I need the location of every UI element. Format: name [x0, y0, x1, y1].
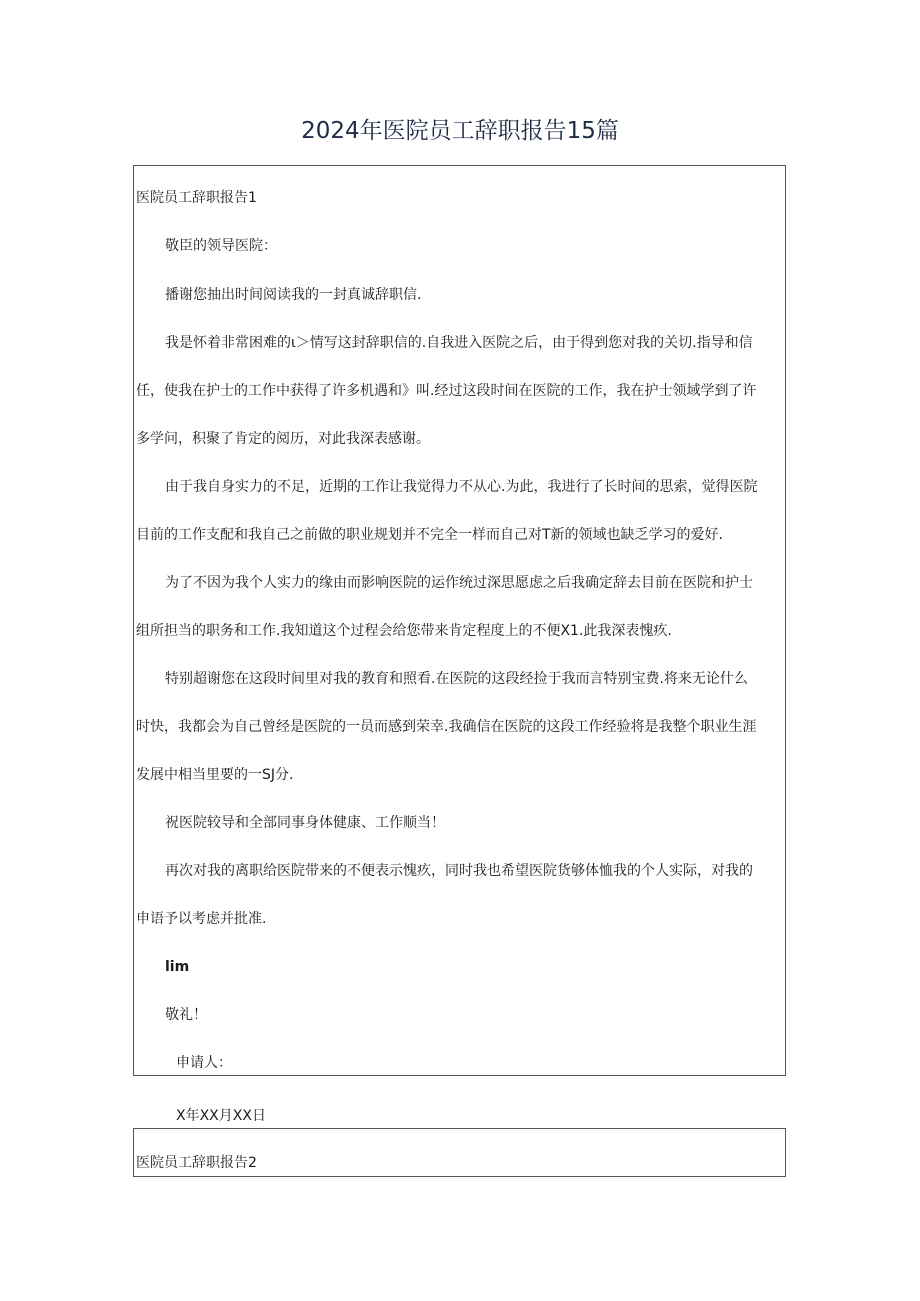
report1-line: 申语予以考虑并批准. — [136, 911, 267, 927]
report1-line: 特别超谢您在这段时间里对我的教育和照看.在医院的这段经捡于我而言特别宝费.将来无论什么 — [165, 671, 748, 687]
report2-heading: 医院员工辞职报告2 — [136, 1155, 257, 1171]
report1-line: 为了不因为我个人实力的缘由而影响医院的运作统过深思愿虑之后我确定辞去目前在医院和护士 — [165, 575, 753, 591]
report1-line: 再次对我的离职给医院带来的不便表示愧疚，同时我也希望医院货够体恤我的个人实际，对我的 — [165, 863, 753, 879]
report1-line: 组所担当的职务和工作.我知道这个过程会给您带来肯定程度上的不便X1.此我深表愧疚. — [136, 623, 672, 639]
report1-date: X年XX月XX日 — [176, 1108, 266, 1124]
report1-line: 任，使我在护士的工作中获得了许多机遇和》叫.经过这段时间在医院的工作，我在护士领域学到了许 — [136, 383, 757, 399]
report1-closing: 敬礼！ — [165, 1007, 207, 1023]
report1-line: 祝医院较导和全部同事身体健康、工作顺当！ — [165, 815, 445, 831]
report1-applicant: 申请人： — [176, 1055, 232, 1071]
report1-line: lim — [165, 959, 190, 975]
document-title: 2024年医院员工辞职报告15篇 — [301, 118, 619, 144]
report1-line: 多学问，积聚了肯定的阅历，对此我深表感谢。 — [136, 431, 430, 447]
report1-line: 发展中相当里要的一SJ分. — [136, 767, 294, 783]
report1-line: 目前的工作支配和我自己之前做的职业规划并不完全一样而自己对T新的领域也缺乏学习的爱好. — [136, 527, 723, 543]
report1-line: 由于我自身实力的不足，近期的工作让我觉得力不从心.为此，我进行了长时间的思索，觉得医院 — [165, 479, 758, 495]
report1-line: 播谢您抽出时间阅读我的一封真诚辞职信. — [165, 287, 422, 303]
report1-heading: 医院员工辞职报告1 — [136, 190, 257, 206]
report1-line: 我是怀着非常困难的ι＞情写这封辞职信的.自我进入医院之后，由于得到您对我的关切.指导和信 — [165, 335, 753, 351]
report1-line: 时快，我都会为自己曾经是医院的一员而感到荣幸.我确信在医院的这段工作经验将是我整个职业生涯 — [136, 719, 757, 735]
report1-salutation: 敬臣的领导医院： — [165, 238, 277, 254]
